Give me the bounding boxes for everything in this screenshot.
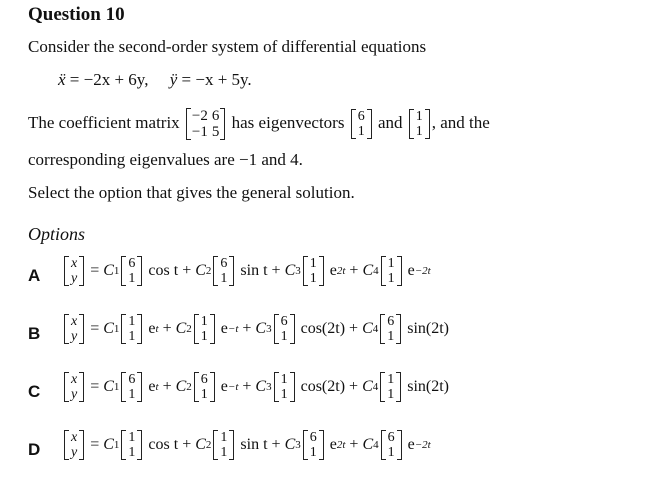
option-d-expression[interactable] [62, 430, 431, 460]
sentence-part2: has eigenvectors [231, 112, 345, 132]
vector-entry: 6 [200, 372, 208, 387]
function: sin(2t) [403, 378, 450, 395]
vector-entry: 1 [128, 329, 136, 344]
question-intro: Consider the second-order system of differential equations [28, 37, 427, 56]
vector-entry: 6 [357, 109, 365, 124]
option-a-expression[interactable] [62, 256, 431, 286]
constant-subscript: 2 [186, 381, 192, 393]
plus-sign: + [345, 436, 363, 453]
option-b-expression[interactable] [62, 314, 449, 344]
exponent: −t [227, 323, 239, 335]
equation-line [58, 70, 252, 90]
function: cos(2t) [296, 320, 346, 337]
plus-sign: + [267, 262, 285, 279]
vector-entry: y [71, 271, 78, 286]
exponent: −t [227, 381, 239, 393]
coefficient-matrix [186, 108, 225, 140]
constant: C [362, 262, 374, 279]
matrix-sentence [28, 108, 490, 140]
vector-entry: 1 [280, 329, 288, 344]
column-vector [121, 314, 142, 344]
exponent: 2t [336, 265, 346, 277]
sentence-part1: The coefficient matrix [28, 112, 180, 132]
plus-sign: + [345, 378, 363, 395]
vector-entry: 1 [220, 445, 228, 460]
column-vector [381, 430, 402, 460]
eq1-rhs: = −2x + 6y, [69, 70, 149, 89]
matrix-cell: −1 [191, 124, 208, 140]
sentence-part3: , and the [431, 112, 490, 132]
options-heading: Options [28, 224, 86, 244]
function: e [144, 320, 156, 337]
function: e [325, 262, 337, 279]
exponent: −2t [414, 439, 431, 451]
plus-sign: + [178, 436, 196, 453]
constant: C [103, 320, 114, 337]
column-vector [121, 430, 142, 460]
vector-entry: 1 [128, 430, 136, 445]
vector-entry: y [71, 387, 78, 402]
constant: C [255, 378, 267, 395]
function: e [325, 436, 337, 453]
vector-entry: 6 [387, 314, 395, 329]
column-vector [194, 372, 215, 402]
plus-sign: + [345, 262, 363, 279]
constant: C [175, 320, 187, 337]
eigenvector-2 [409, 109, 430, 139]
vector-entry: 1 [357, 124, 365, 139]
column-vector [274, 372, 295, 402]
constant: C [362, 378, 373, 395]
exponent: t [155, 323, 159, 335]
vector-entry: 6 [220, 256, 228, 271]
constant-subscript: 4 [372, 323, 379, 335]
column-vector [380, 372, 401, 402]
constant-subscript: 3 [266, 323, 272, 335]
constant: C [195, 436, 206, 453]
column-vector [64, 314, 84, 344]
vector-entry: x [71, 372, 78, 387]
constant-subscript: 3 [266, 381, 272, 393]
function: e [216, 378, 228, 395]
vector-entry: 1 [415, 124, 423, 139]
vector-entry: 6 [128, 372, 136, 387]
constant: C [255, 320, 267, 337]
exponent: t [155, 381, 159, 393]
constant-subscript: 2 [186, 323, 192, 335]
vector-entry: x [71, 256, 78, 271]
column-vector [213, 256, 234, 286]
vector-entry: 1 [128, 387, 136, 402]
constant-subscript: 1 [113, 381, 120, 393]
constant-subscript: 1 [113, 265, 120, 277]
vector-entry: 1 [128, 271, 136, 286]
option-c-expression[interactable] [62, 372, 449, 402]
vector-entry: 1 [200, 329, 208, 344]
sentence-and: and [377, 112, 403, 132]
vector-entry: 1 [200, 314, 208, 329]
function: e [403, 436, 415, 453]
constant-subscript: 3 [295, 439, 301, 451]
column-vector [213, 430, 234, 460]
constant: C [195, 262, 206, 279]
function: sin t [236, 262, 268, 279]
vector-entry: 1 [309, 445, 317, 460]
column-vector [303, 430, 324, 460]
vector-entry: 1 [309, 271, 317, 286]
equals-sign: = [86, 320, 104, 337]
constant: C [103, 262, 114, 279]
constant: C [362, 436, 374, 453]
option-label-c[interactable]: C [28, 382, 41, 401]
vector-entry: y [71, 445, 78, 460]
vector-entry: 1 [280, 387, 288, 402]
vector-entry: 1 [387, 271, 395, 286]
column-vector [64, 372, 84, 402]
constant-subscript: 1 [113, 323, 120, 335]
vector-entry: 1 [387, 329, 395, 344]
question-instruction: Select the option that gives the general solution. [28, 183, 355, 202]
eq2-lhs: ÿ [169, 70, 178, 89]
column-vector [380, 314, 401, 344]
eigenvalue-sentence: corresponding eigenvalues are −1 and 4. [28, 150, 303, 169]
vector-entry: 6 [387, 430, 395, 445]
function: e [403, 262, 415, 279]
plus-sign: + [158, 320, 176, 337]
vector-entry: x [71, 430, 78, 445]
constant-subscript: 2 [205, 439, 212, 451]
plus-sign: + [158, 378, 176, 395]
constant: C [103, 436, 114, 453]
plus-sign: + [238, 320, 256, 337]
function: sin t [236, 436, 268, 453]
constant-subscript: 1 [113, 439, 120, 451]
constant-subscript: 4 [373, 439, 379, 451]
vector-entry: 1 [415, 109, 423, 124]
option-label-a[interactable]: A [28, 266, 41, 285]
column-vector [381, 256, 402, 286]
vector-entry: 6 [309, 430, 317, 445]
function: e [216, 320, 228, 337]
vector-entry: 1 [128, 445, 136, 460]
vector-entry: 1 [387, 445, 395, 460]
constant-subscript: 4 [372, 381, 379, 393]
constant: C [284, 262, 296, 279]
function: e [144, 378, 156, 395]
vector-entry: 6 [280, 314, 288, 329]
vector-entry: 1 [387, 256, 395, 271]
constant: C [175, 378, 187, 395]
exponent: −2t [414, 265, 431, 277]
vector-entry: y [71, 329, 78, 344]
eq2-rhs: = −x + 5y. [181, 70, 252, 89]
option-label-b[interactable]: B [28, 324, 41, 343]
matrix-cell: −2 [191, 108, 208, 124]
plus-sign: + [238, 378, 256, 395]
column-vector [64, 256, 84, 286]
column-vector [303, 256, 324, 286]
plus-sign: + [267, 436, 285, 453]
constant-subscript: 4 [373, 265, 379, 277]
vector-entry: 1 [309, 256, 317, 271]
equals-sign: = [86, 436, 104, 453]
eigenvector-1 [351, 109, 372, 139]
constant-subscript: 3 [295, 265, 301, 277]
column-vector [194, 314, 215, 344]
matrix-cell: 6 [211, 108, 220, 124]
vector-entry: 1 [128, 314, 136, 329]
question-title: Question 10 [28, 4, 125, 25]
option-label-d[interactable]: D [28, 440, 41, 459]
function: cos(2t) [296, 378, 346, 395]
column-vector [274, 314, 295, 344]
equals-sign: = [86, 262, 104, 279]
vector-entry: 1 [200, 387, 208, 402]
column-vector [121, 372, 142, 402]
vector-entry: 1 [220, 271, 228, 286]
constant-subscript: 2 [205, 265, 212, 277]
plus-sign: + [345, 320, 363, 337]
equals-sign: = [86, 378, 104, 395]
constant: C [362, 320, 373, 337]
column-vector [64, 430, 84, 460]
exponent: 2t [336, 439, 346, 451]
constant: C [103, 378, 114, 395]
function: cos t [144, 262, 179, 279]
vector-entry: x [71, 314, 78, 329]
constant: C [284, 436, 296, 453]
column-vector [121, 256, 142, 286]
matrix-cell: 5 [211, 124, 220, 140]
vector-entry: 1 [387, 372, 395, 387]
plus-sign: + [178, 262, 196, 279]
vector-entry: 1 [387, 387, 395, 402]
eq1-lhs: ẍ [58, 70, 66, 89]
function: sin(2t) [403, 320, 450, 337]
vector-entry: 1 [220, 430, 228, 445]
function: cos t [144, 436, 179, 453]
vector-entry: 6 [128, 256, 136, 271]
vector-entry: 1 [280, 372, 288, 387]
